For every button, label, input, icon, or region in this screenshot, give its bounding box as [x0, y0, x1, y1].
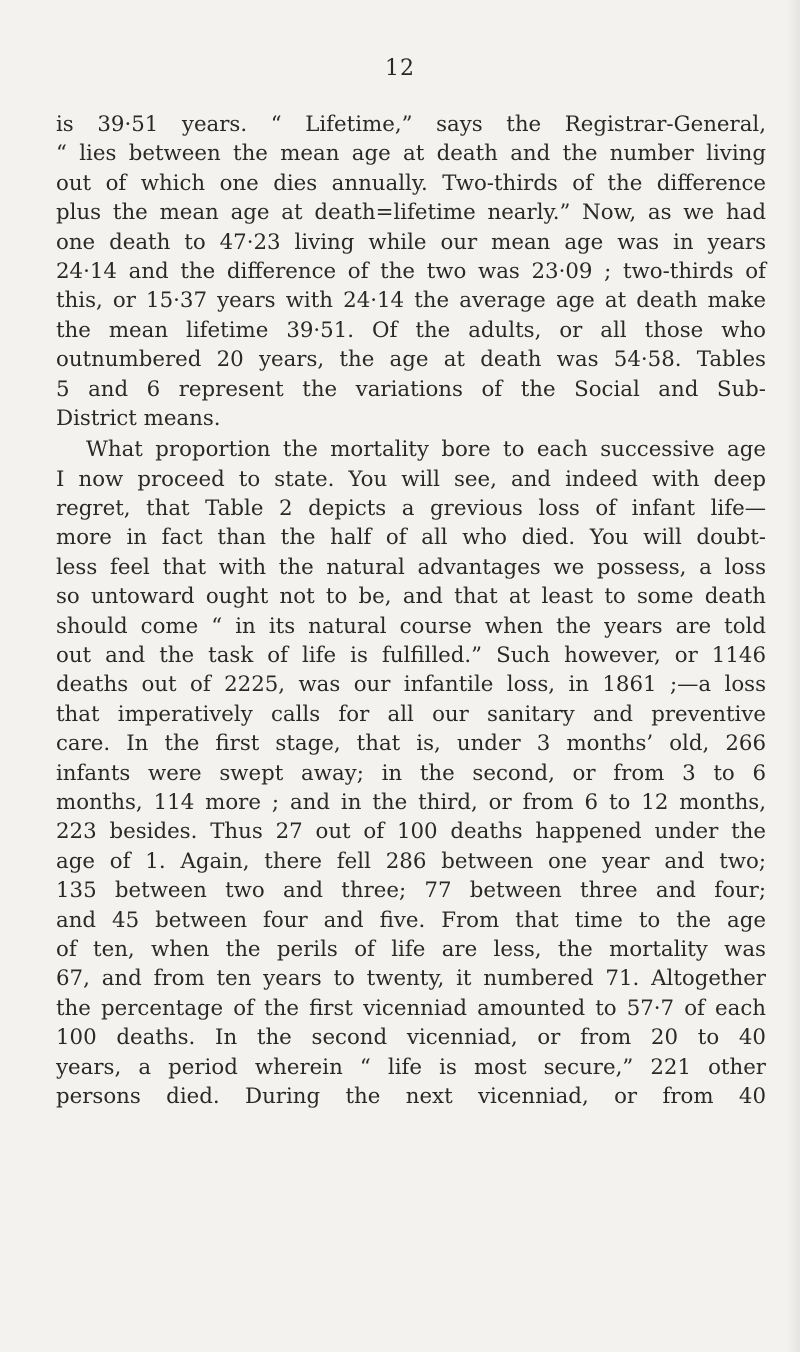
text-line: age of 1. Again, there fell 286 between one year and two;	[56, 848, 766, 874]
text-line: What proportion the mortality bore to each successive age	[86, 437, 766, 463]
text-line: less feel that with the natural advantages we possess, a loss	[56, 554, 766, 580]
text-line: plus the mean age at death=lifetime nearly.” Now, as we had	[56, 200, 766, 226]
text-line: persons died. During the next vicenniad, or from 40	[56, 1083, 766, 1109]
text-line: months, 114 more ; and in the third, or from 6 to 12 months,	[56, 789, 766, 815]
text-line: this, or 15·37 years with 24·14 the average age at death make	[56, 288, 766, 314]
text-line: one death to 47·23 living while our mean age was in years	[56, 229, 766, 255]
text-line: so untoward ought not to be, and that at least to some death	[56, 584, 766, 610]
text-line: and 45 between four and five. From that time to the age	[56, 907, 766, 933]
text-line: 223 besides. Thus 27 out of 100 deaths happened under the	[56, 819, 766, 845]
text-line: infants were swept away; in the second, or from 3 to 6	[56, 760, 766, 786]
text-line: the percentage of the first vicenniad amounted to 57·7 of each	[56, 995, 766, 1021]
text-line: 100 deaths. In the second vicenniad, or from 20 to 40	[56, 1025, 766, 1051]
text-line: 5 and 6 represent the variations of the Social and Sub-	[56, 376, 766, 402]
paragraph-1	[56, 110, 766, 433]
text-line: 24·14 and the difference of the two was 23·09 ; two-thirds of	[56, 258, 766, 284]
text-line: deaths out of 2225, was our infantile loss, in 1861 ;—a loss	[56, 672, 766, 698]
text-line: more in fact than the half of all who died. You will doubt-	[56, 525, 766, 551]
text-line: is 39·51 years. “ Lifetime,” says the Registrar-General,	[56, 112, 766, 137]
text-line: outnumbered 20 years, the age at death was 54·58. Tables	[56, 347, 766, 373]
text-line: years, a period wherein “ life is most secure,” 221 other	[56, 1054, 766, 1080]
page-number: 12	[385, 56, 415, 81]
body-text	[56, 110, 766, 1111]
text-line: 67, and from ten years to twenty, it numbered 71. Altogether	[56, 966, 766, 992]
text-line: should come “ in its natural course when the years are told	[56, 613, 766, 639]
text-line: 135 between two and three; 77 between three and four;	[56, 878, 766, 904]
text-line: of ten, when the perils of life are less, the mortality was	[56, 936, 766, 962]
text-line: regret, that Table 2 depicts a grevious loss of infant life—	[56, 496, 766, 522]
paragraph-2	[56, 435, 766, 1111]
text-line: out and the task of life is fulfilled.” Such however, or 1146	[56, 643, 766, 669]
text-line: I now proceed to state. You will see, and indeed with deep	[56, 466, 766, 492]
page-edge-shadow	[786, 0, 800, 1352]
text-line: District means.	[56, 405, 221, 431]
text-line: care. In the first stage, that is, under 3 months’ old, 266	[56, 731, 766, 757]
text-line: “ lies between the mean age at death and the number living	[56, 141, 766, 167]
text-line: that imperatively calls for all our sanitary and preventive	[56, 701, 766, 727]
text-line: out of which one dies annually. Two-thirds of the difference	[56, 170, 766, 196]
text-line: the mean lifetime 39·51. Of the adults, or all those who	[56, 317, 766, 343]
